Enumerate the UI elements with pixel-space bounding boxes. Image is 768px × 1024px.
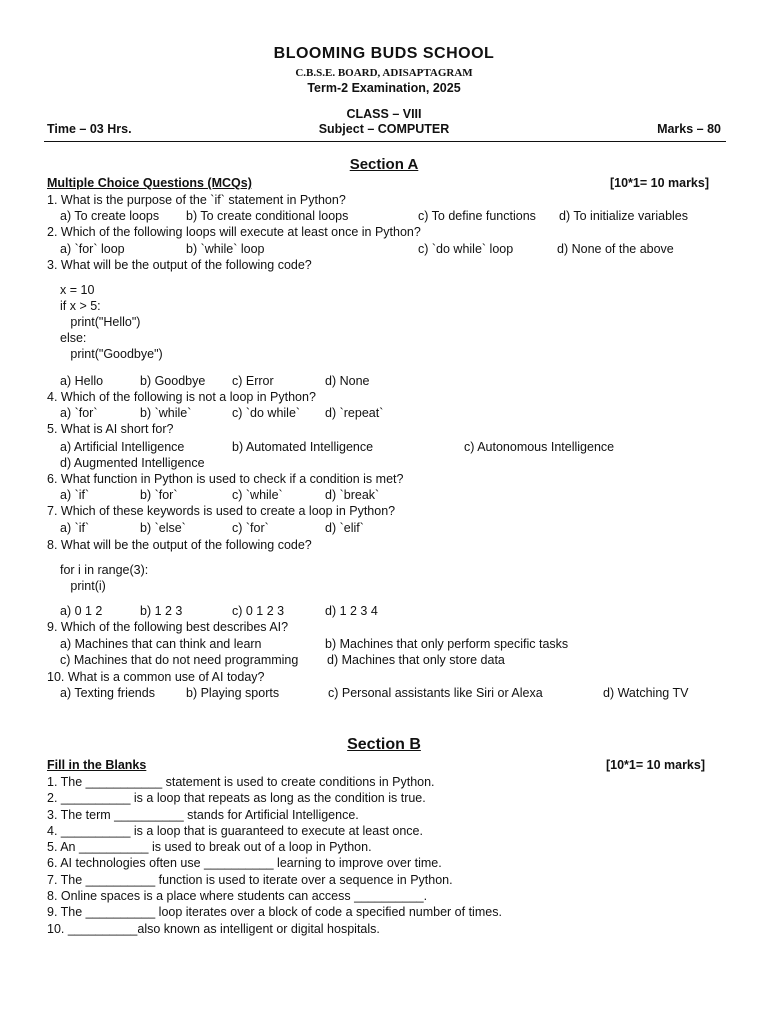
q8-option-d: d) 1 2 3 4 (325, 604, 378, 618)
q10-option-c: c) Personal assistants like Siri or Alexa (328, 686, 543, 700)
q6-option-b: b) `for` (140, 488, 178, 502)
section-b-subtitle: Fill in the Blanks (47, 758, 147, 772)
q10-option-b: b) Playing sports (186, 686, 280, 700)
q9-option-c: c) Machines that do not need programming (60, 653, 299, 667)
blank-1: 1. The ___________ statement is used to create conditions in Python. (47, 775, 435, 789)
blank-8: 8. Online spaces is a place where students can access __________. (47, 889, 428, 903)
q7-option-d: d) `elif` (325, 521, 364, 535)
class-label: CLASS – VIII (346, 107, 422, 121)
q2-option-d: d) None of the above (557, 242, 674, 256)
q2-option-a: a) `for` loop (60, 242, 125, 256)
q8-option-c: c) 0 1 2 3 (232, 604, 285, 618)
q8-option-b: b) 1 2 3 (140, 604, 183, 618)
blank-10: 10. __________also known as intelligent or digital hospitals. (47, 922, 380, 936)
q1-option-a: a) To create loops (60, 209, 160, 223)
q3-option-c: c) Error (232, 374, 274, 388)
section-b-title: Section B (347, 736, 421, 753)
blank-6: 6. AI technologies often use __________ learning to improve over time. (47, 856, 442, 870)
blank-2: 2. __________ is a loop that repeats as long as the condition is true. (47, 791, 426, 805)
q7-option-a: a) `if` (60, 521, 90, 535)
q9-option-d: d) Machines that only store data (327, 653, 505, 667)
q8-code-block: for i in range(3): print(i) (60, 563, 149, 593)
question-9: 9. Which of the following best describes AI? (47, 620, 289, 634)
q4-option-b: b) `while` (140, 406, 192, 420)
subject-label: Subject – COMPUTER (318, 122, 450, 136)
q10-option-a: a) Texting friends (60, 686, 155, 700)
q2-option-c: c) `do while` loop (418, 242, 514, 256)
school-name: BLOOMING BUDS SCHOOL (273, 45, 495, 62)
blank-4: 4. __________ is a loop that is guaranteed to execute at least once. (47, 824, 423, 838)
question-1: 1. What is the purpose of the `if` statement in Python? (47, 193, 346, 207)
q4-option-a: a) `for` (60, 406, 98, 420)
blank-9: 9. The __________ loop iterates over a block of code a specified number of times. (47, 905, 502, 919)
blank-7: 7. The __________ function is used to iterate over a sequence in Python. (47, 873, 453, 887)
q1-option-c: c) To define functions (418, 209, 536, 223)
q8-option-a: a) 0 1 2 (60, 604, 103, 618)
q4-option-c: c) `do while` (232, 406, 301, 420)
q5-option-a: a) Artificial Intelligence (60, 440, 185, 454)
q5-option-c: c) Autonomous Intelligence (464, 440, 615, 454)
question-6: 6. What function in Python is used to check if a condition is met? (47, 472, 404, 486)
q1-option-b: b) To create conditional loops (186, 209, 349, 223)
question-3: 3. What will be the output of the following code? (47, 258, 312, 272)
q3-option-a: a) Hello (60, 374, 104, 388)
q6-option-c: c) `while` (232, 488, 283, 502)
board-name: C.B.S.E. BOARD, ADISAPTAGRAM (295, 67, 473, 79)
q5-option-d: d) Augmented Intelligence (60, 456, 205, 470)
section-a-marks: [10*1= 10 marks] (609, 176, 709, 190)
q4-option-d: d) `repeat` (325, 406, 384, 420)
q3-option-b: b) Goodbye (140, 374, 206, 388)
q10-option-d: d) Watching TV (603, 686, 689, 700)
marks-label: Marks – 80 (657, 122, 721, 136)
q6-option-d: d) `break` (325, 488, 380, 502)
exam-title: Term-2 Examination, 2025 (307, 81, 461, 95)
blank-3: 3. The term __________ stands for Artificial Intelligence. (47, 808, 359, 822)
time-label: Time – 03 Hrs. (47, 122, 132, 136)
section-a-title: Section A (349, 156, 419, 173)
section-a-subtitle: Multiple Choice Questions (MCQs) (47, 176, 252, 190)
q6-option-a: a) `if` (60, 488, 90, 502)
q3-code-block: x = 10 if x > 5: print("Hello") else: print("Goodbye") (60, 283, 163, 361)
question-2: 2. Which of the following loops will execute at least once in Python? (47, 225, 421, 239)
question-10: 10. What is a common use of AI today? (47, 670, 265, 684)
q1-option-d: d) To initialize variables (559, 209, 688, 223)
section-b-marks: [10*1= 10 marks] (605, 758, 705, 772)
blank-5: 5. An __________ is used to break out of a loop in Python. (47, 840, 372, 854)
q3-option-d: d) None (325, 374, 370, 388)
question-8: 8. What will be the output of the following code? (47, 538, 312, 552)
question-7: 7. Which of these keywords is used to create a loop in Python? (47, 504, 396, 518)
q2-option-b: b) `while` loop (186, 242, 265, 256)
question-5: 5. What is AI short for? (47, 422, 174, 436)
q9-option-b: b) Machines that only perform specific tasks (325, 637, 569, 651)
q5-option-b: b) Automated Intelligence (232, 440, 374, 454)
q7-option-b: b) `else` (140, 521, 186, 535)
q7-option-c: c) `for` (232, 521, 269, 535)
question-4: 4. Which of the following is not a loop in Python? (47, 390, 316, 404)
header-divider (44, 141, 726, 142)
q9-option-a: a) Machines that can think and learn (60, 637, 262, 651)
